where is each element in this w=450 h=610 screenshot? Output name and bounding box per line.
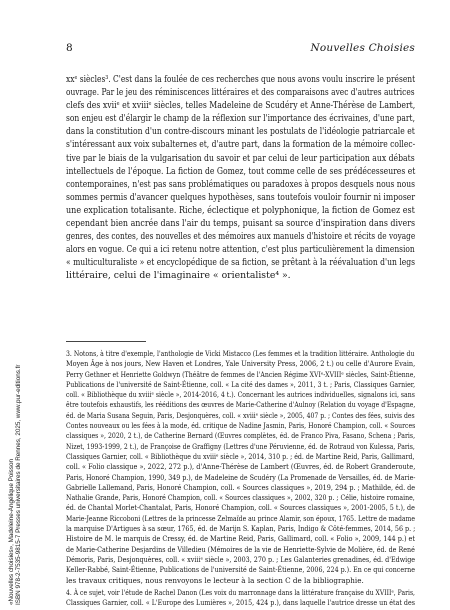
footnote-line: Publications de l'université de Saint-Étienne, coll. « La cité des dames », 2011, 3 t. ; Paris, Classiques Garnier,	[66, 379, 416, 389]
body-line: une explication totalisante. Riche, éclectique et polyphonique, la fiction de Gomez est	[66, 204, 415, 216]
footnote-line: la marquise D'Artigues à sa sœur, 1765, éd. de Marijn S. Kaplan, Paris, Indigo & Côté-femmes, 2014, 56 p. ;	[66, 524, 416, 534]
footnote-3	[66, 349, 415, 586]
footnote-line: classiques », 2020, 2 t.), de Catherine Bernard (Œuvres complètes, éd. de Franco Piva, Fasano, Schena ; Paris,	[66, 431, 416, 441]
footnote-line: 4. À ce sujet, voir l'étude de Rachel Danon (Les voix du marronnage dans la littérature française du XVIIIᵉ, Paris,	[66, 587, 415, 597]
body-line: s'intéressant aux voix subalternes et, d'autre part, dans la formation de la mémoire collec-	[66, 139, 416, 151]
body-line: clefs des xviiᵉ et xviiiᵉ siècles, telles Madeleine de Scudéry et Anne-Thérèse de Lambert,	[66, 100, 416, 112]
body-line: littéraire, celui de l'imaginaire « orientaliste⁴ ».	[66, 270, 291, 282]
footnote-line: être toutefois exhaustifs, les rééditions des œuvres de Marie-Catherine d'Aulnoy (Relation du voyage d'Espagne,	[66, 400, 416, 410]
footnote-line: Contes nouveaux ou les fées à la mode, éd. critique de Nadine Jasmin, Paris, Honoré Champion, coll. « Sources	[66, 421, 416, 431]
body-line: contemporaines, n'est pas sans problématiques ou paradoxes à propos desquels nous nous	[66, 178, 416, 190]
main-text	[66, 73, 415, 283]
footnote-line: Keller-Rabbé, Saint-Étienne, Publications de l'université de Saint-Étienne, 2006, 224 p.). En ce qui concerne	[66, 565, 415, 575]
page-number: 8	[66, 42, 73, 54]
body-line: « multiculturaliste » et encyclopédique de sa fiction, se prêtant à la réévaluation d'un legs	[66, 257, 416, 269]
footnote-line: de Marie-Catherine Desjardins de Villedieu (Mémoires de la vie de Henriette-Sylvie de Molière, éd. de René	[66, 544, 415, 554]
footnote-line: Paris, Honoré Champion, 1990, 349 p.), de Madeleine de Scudéry (La Promenade de Versailles, éd. de Marie-	[66, 472, 416, 482]
body-line: alors en vogue. Ce qui a ici retenu notre attention, c'est plus particulièrement la dimension	[66, 244, 415, 256]
copyright-sidebar	[8, 364, 23, 605]
footnote-line: Démoris, Paris, Desjonquères, coll. « xviiiᵉ siècle », 2003, 270 p. ; Les Galanteries grenadines, éd. d'Edwige	[66, 554, 416, 564]
body-line: genres, des contes, des nouvelles et des mémoires aux manuels d'histoire et récits de voyage	[66, 231, 416, 243]
body-line: son enjeu est d'élargir le champ de la réflexion sur l'importance des écrivaines, d'une part,	[66, 113, 415, 125]
footnote-line: coll. « Folio classique », 2022, 272 p.), d'Anne-Thérèse de Lambert (Œuvres, éd. de Robert Granderoute,	[66, 462, 416, 472]
body-line: cependant bien ancrée dans l'air du temps, puisant sa source d'inspiration dans divers	[66, 218, 416, 230]
footnote-line: coll. « Bibliothèque du xviiiᵉ siècle », 2014-2016, 4 t.). Concernant les autrices individuelles, signalons ici, sans	[66, 390, 415, 400]
running-title: Nouvelles Choisies	[310, 42, 415, 54]
page-header	[66, 42, 415, 56]
footnote-line: Classiques Garnier, coll. « Bibliothèque du xviiiᵉ siècle », 2014, 310 p. ; éd. de Martine Reid, Paris, Gallimard,	[66, 451, 415, 461]
footnote-line: les travaux critiques, nous renvoyons le lecteur à la section C de la bibliographie.	[66, 575, 364, 585]
body-line: sommes permis d'avancer quelques hypothèses, sans toutefois vouloir fournir ni imposer	[66, 191, 416, 203]
footnote-line: éd. de Maria Susana Seguin, Paris, Desjonquères, coll. « xviiiᵉ siècle », 2005, 407 p. ; Contes des fées, suivis des	[66, 410, 415, 420]
footnote-line: Marie-Jeanne Riccoboni (Lettres de la princesse Zelmaïde au prince Alamir, son époux, 1765. Lettre de madame	[66, 513, 415, 523]
footnote-separator	[66, 341, 146, 342]
body-line: tive par le biais de la vulgarisation du savoir et par celui de leur participation aux débats	[66, 152, 415, 164]
footnotes	[66, 349, 415, 610]
footnote-4	[66, 588, 415, 609]
footnote-line: Histoire de M. le marquis de Cressy, éd. de Martine Reid, Paris, Gallimard, coll. « Folio », 2009, 144 p.) et	[66, 534, 415, 544]
footnote-line: Gabrielle Lallemand, Paris, Honoré Champion, coll. « Sources classiques », 2019, 294 p. ; Mathilde, éd. de	[66, 482, 416, 492]
footnote-line: Nizet, 1993-1999, 2 t.), de Françoise de Graffigny (Lettres d'une Péruvienne, éd. de Rotraud von Kulessa, Paris,	[66, 441, 415, 451]
footnote-line: 3. Notons, à titre d'exemple, l'anthologie de Vicki Mistacco (Les femmes et la tradition littéraire. Anthologie du	[66, 349, 415, 358]
body-line: dans la constitution d'un contre-discours minant les postulats de l'idéologie patriarcale et	[66, 126, 415, 138]
footnote-line: Classiques Garnier, coll. « L'Europe des Lumières », 2015, 424 p.), dans laquelle l'autrice dresse un état des	[66, 598, 415, 608]
body-paragraph	[66, 73, 415, 283]
copyright-text	[8, 364, 23, 605]
footnote-line: éd. de Chantal Morlet-Chantalat, Paris, Honoré Champion, coll. « Sources classiques », 2001-2005, 5 t.), de	[66, 503, 415, 513]
body-line: xxᵉ siècles³. C'est dans la foulée de ces recherches que nous avons voulu inscrire le présent	[66, 74, 416, 85]
footnote-line: Nathalie Grande, Paris, Honoré Champion, coll. « Sources classiques », 2002, 320 p. ; Célie, histoire romaine,	[66, 493, 415, 503]
body-line: ouvrage. Par le jeu des réminiscences littéraires et des comparaisons avec d'autres autrices	[66, 87, 415, 99]
copyright-line-title: «Nouvelles choisies», Madeleine-Angélique Poisson	[8, 459, 15, 605]
body-line: intellectuels de l'époque. La fiction de Gomez, tout comme celle de ses prédécesseures et	[66, 165, 416, 177]
footnote-line: Moyen Âge à nos jours, New Haven et Londres, Yale University Press, 2006, 2 t.) ou celle d'Aurore Evain,	[66, 359, 416, 369]
footnote-line: Perry Gethner et Henriette Goldwyn (Théâtre de femmes de l'Ancien Régime XVIᵉ-XVIIIᵉ siècles, Saint-Étienne,	[66, 369, 416, 379]
copyright-line-isbn: ISBN 978-2-7535-9815-7 Presses universitaires de Rennes, 2025, www.pur-editions.fr	[15, 364, 23, 605]
